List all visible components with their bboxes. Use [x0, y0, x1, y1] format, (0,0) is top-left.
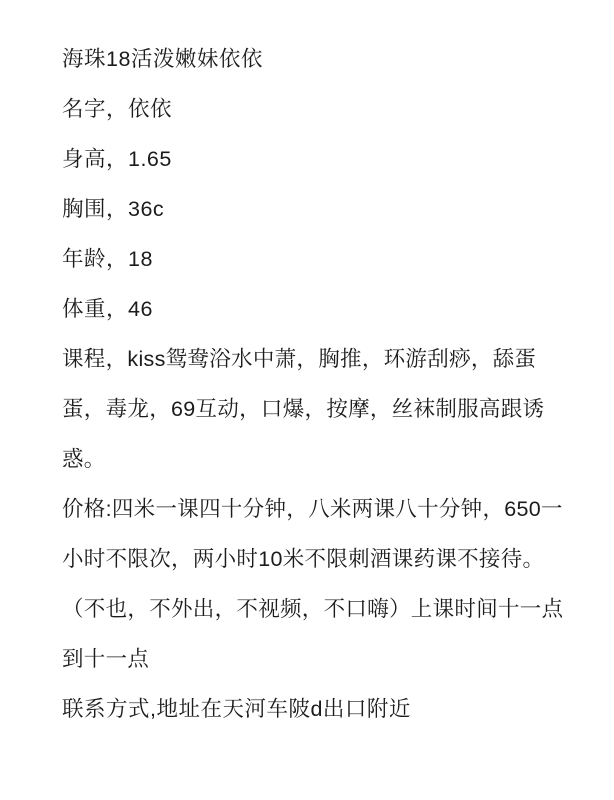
document-body — [62, 34, 576, 734]
field-height: 身高，1.65 — [62, 147, 172, 171]
document-title: 海珠18活泼嫩妹依依 — [62, 47, 263, 71]
field-bust: 胸围，36c — [62, 197, 165, 221]
field-weight: 体重，46 — [62, 297, 153, 321]
price-paragraph: 价格:四米一课四十分钟，八米两课八十分钟，650一小时不限次，两小时10米不限刺酒课药课不接待。（不也，不外出，不视频，不口嗨）上课时间十一点到十一点 — [62, 497, 564, 671]
courses-paragraph: 课程，kiss鸳鸯浴水中萧，胸推，环游刮痧，舔蛋蛋，毒龙，69互动，口爆，按摩，丝袜制服高跟诱惑。 — [62, 347, 545, 471]
contact-line: 联系方式,地址在天河车陂d出口附近 — [62, 697, 411, 721]
field-age: 年龄，18 — [62, 247, 153, 271]
field-name: 名字，依依 — [62, 97, 173, 121]
